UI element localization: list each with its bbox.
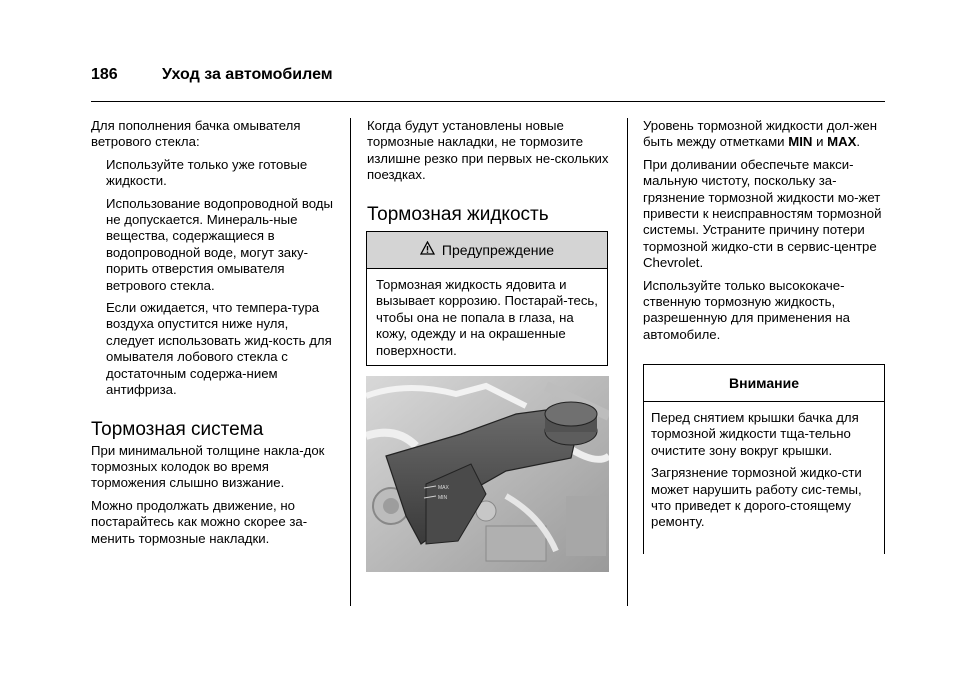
photo-min-mark: MIN (438, 495, 448, 501)
column-1 (91, 118, 337, 553)
warning-triangle-icon (420, 241, 435, 259)
fluid-level-text: Уровень тормозной жидкости дол-жен быть между отметками (643, 118, 878, 150)
brake-fluid-reservoir-photo (366, 376, 609, 572)
washer-intro: Для пополнения бачка омывателя ветрового стекла: (91, 118, 301, 150)
attention-body (644, 402, 884, 545)
column-2 (367, 118, 615, 226)
brake-fluid-heading: Тормозная жидкость (367, 203, 549, 225)
period-text: . (856, 134, 861, 150)
attention-p2: Загрязнение тормозной жидко-сти может нарушить работу сис-темы, что приведет к дорого-стоящему ремонту. (651, 465, 862, 530)
new-pads-paragraph: Когда будут установлены новые тормозные накладки, не тормозите излишне резко при первых не-скольких поездках. (367, 118, 609, 183)
attention-box (643, 364, 885, 554)
attention-p1: Перед снятием крышки бачка для тормозной жидкости тща-тельно очистите зону вокруг крышки. (651, 410, 859, 458)
column-divider-1 (350, 118, 351, 606)
section-title: Уход за автомобилем (162, 66, 333, 83)
warning-title: Предупреждение (441, 242, 555, 258)
topup-paragraph: При доливании обеспечьте макси-мальную чистоту, поскольку за-грязнение тормозной жидкости мо-жет привести к неисправностям тормозной системы. Устраните причину потери тормозной жидко-сти в сервис-центре Chevrolet. (643, 156, 882, 271)
page-number: 186 (91, 66, 118, 83)
fluid-level-paragraph (643, 118, 885, 151)
brake-system-p2: Можно продолжать движение, но постарайтесь как можно скорее за-менить тормозные накладки. (91, 497, 308, 546)
header-rule (91, 101, 885, 102)
brake-system-p1: При минимальной толщине накла-док тормозных колодок во время торможения слышно визжание. (91, 442, 325, 491)
warning-header (367, 232, 607, 269)
max-mark-label: MAX (827, 134, 857, 150)
warning-box (366, 231, 608, 366)
quality-paragraph: Используйте только высококаче-ственную тормозную жидкость, разрешенную для применения на автомобиле. (643, 277, 850, 342)
min-mark-label: MIN (788, 134, 813, 150)
warning-text: Тормозная жидкость ядовита и вызывает коррозию. Постарай-тесь, чтобы она не попала в глаза, на кожу, одежду и на окрашенные поверхности. (376, 277, 598, 358)
washer-bullet-2: Использование водопроводной воды не допускается. Минераль-ные вещества, содержащиеся в водопроводной воде, могут заку-порить отверстия омывателя ветрового стекла. (106, 195, 333, 293)
and-text: и (812, 134, 828, 150)
attention-title: Внимание (644, 365, 884, 402)
column-3 (643, 118, 885, 349)
brake-system-heading: Тормозная система (91, 418, 264, 440)
column-divider-2 (627, 118, 628, 606)
washer-bullet-3: Если ожидается, что темпера-тура воздуха опустится ниже нуля, следует использовать жид-кость для омывателя лобового стекла с достаточным содержа-нием антифриза. (106, 300, 332, 398)
photo-max-mark: MAX (438, 485, 449, 491)
washer-bullet-1: Используйте только уже готовые жидкости. (106, 156, 308, 189)
